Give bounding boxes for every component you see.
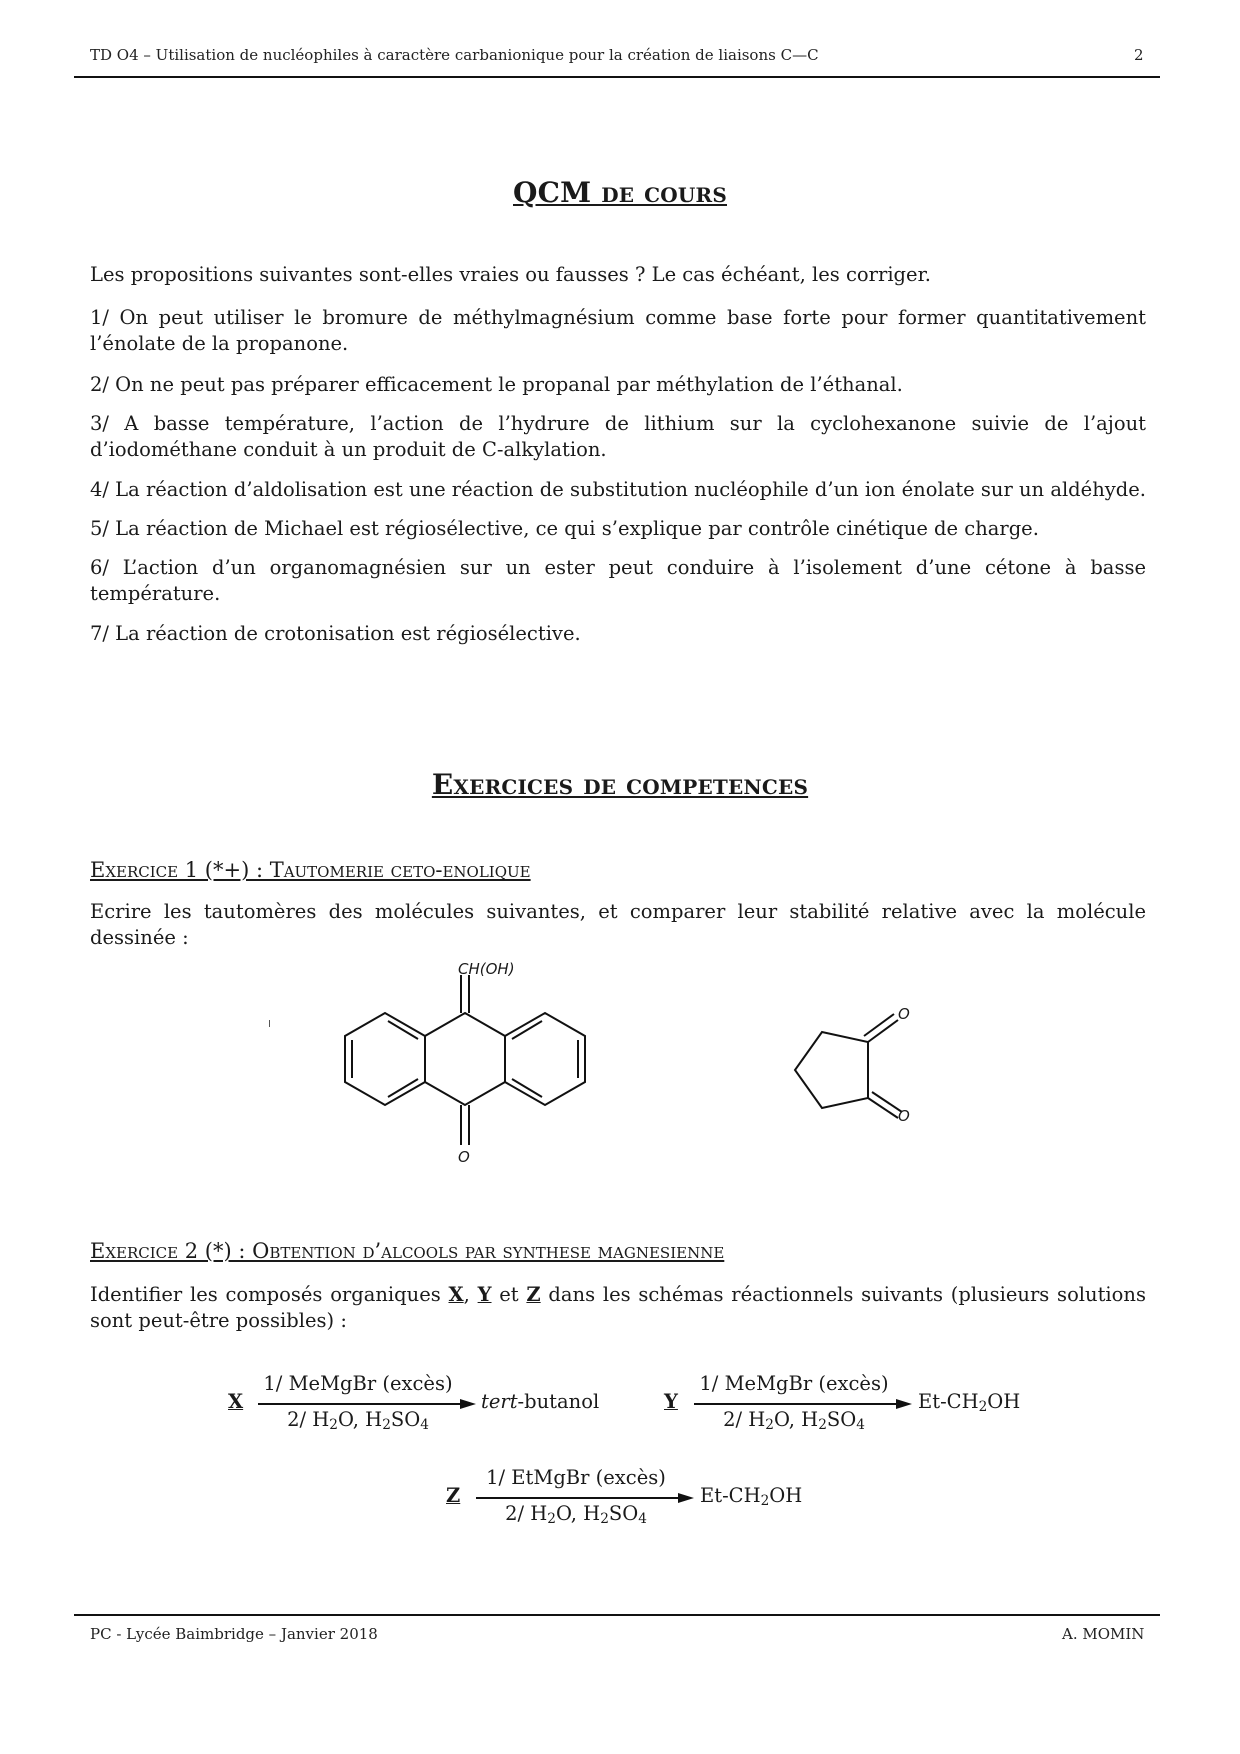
- qcm-item-1: 1/ On peut utiliser le bromure de méthylmagnésium comme base forte pour former quantitativement l’énolate de la propanone.: [90, 306, 1146, 355]
- stray-mark: [269, 1020, 270, 1027]
- reaction-y-product: $Et-CH_2OH$: [918, 1390, 1021, 1415]
- qcm-title: QCM de cours: [513, 176, 727, 209]
- reaction-z-step2: 2/ $H_2O$, $H_2SO_4$: [505, 1502, 647, 1527]
- exercices-title: Exercices de competences: [431, 768, 809, 801]
- page-number: 2: [1134, 46, 1144, 64]
- molecule-anthracenone: [330, 955, 600, 1175]
- reaction-z-product: $Et-CH_2OH$: [700, 1484, 803, 1509]
- exercice-1-instruction: Ecrire les tautomères des molécules suivantes, et comparer leur stabilité relative avec la molécule dessinée :: [90, 900, 1146, 949]
- reaction-x-product: tert-butanol: [481, 1390, 600, 1413]
- reaction-x-step2: 2/ $H_2O$, $H_2SO_4$: [287, 1408, 429, 1433]
- molecule2-top-label: O: [898, 1005, 910, 1023]
- exercice-2-title: Exercice 2 (*) : Obtention d’alcools par synthese magnesienne: [90, 1239, 725, 1263]
- reaction-z-step1: 1/ EtMgBr (excès): [486, 1466, 666, 1489]
- reactant-x: X: [228, 1390, 244, 1413]
- qcm-item-6: 6/ L’action d’un organomagnésien sur un ester peut conduire à l’isolement d’une cétone à basse température.: [90, 556, 1146, 605]
- qcm-item-3: 3/ A basse température, l’action de l’hydrure de lithium sur la cyclohexanone suivie de l’ajout d’iodométhane conduit à un produit de C-alkylation.: [90, 412, 1146, 461]
- exercice-2-instruction: Identifier les composés organiques X, Y et Z dans les schémas réactionnels suivants (plusieurs solutions sont peut-être possibles) :: [90, 1283, 1146, 1332]
- reactant-y: Y: [664, 1390, 678, 1413]
- reaction-y-step2: 2/ $H_2O$, $H_2SO_4$: [723, 1408, 865, 1433]
- footer-right: A. MOMIN: [1062, 1625, 1145, 1643]
- qcm-intro: Les propositions suivantes sont-elles vraies ou fausses ? Le cas échéant, les corriger.: [90, 263, 931, 286]
- exercice-1-title: Exercice 1 (*+) : Tautomerie ceto-enolique: [90, 858, 531, 882]
- reaction-x-step1: 1/ MeMgBr (excès): [263, 1372, 453, 1395]
- qcm-item-2: 2/ On ne peut pas préparer efficacement le propanal par méthylation de l’éthanal.: [90, 373, 903, 396]
- footer-rule: [74, 1614, 1160, 1616]
- reactant-z: Z: [446, 1484, 461, 1507]
- footer-left: PC - Lycée Baimbridge – Janvier 2018: [90, 1625, 378, 1643]
- qcm-item-4: 4/ La réaction d’aldolisation est une réaction de substitution nucléophile d’un ion énolate sur un aldéhyde.: [90, 478, 1146, 501]
- header-title: TD O4 – Utilisation de nucléophiles à caractère carbanionique pour la création de liaisons C—C: [90, 46, 819, 64]
- molecule2-bottom-label: O: [898, 1107, 910, 1125]
- reaction-y-step1: 1/ MeMgBr (excès): [699, 1372, 889, 1395]
- qcm-item-5: 5/ La réaction de Michael est régiosélective, ce qui s’explique par contrôle cinétique de charge.: [90, 517, 1039, 540]
- qcm-item-7: 7/ La réaction de crotonisation est régiosélective.: [90, 622, 581, 645]
- molecule1-top-label: CH(OH): [458, 960, 515, 978]
- molecule1-bottom-label: O: [458, 1148, 470, 1166]
- header-rule: [74, 76, 1160, 78]
